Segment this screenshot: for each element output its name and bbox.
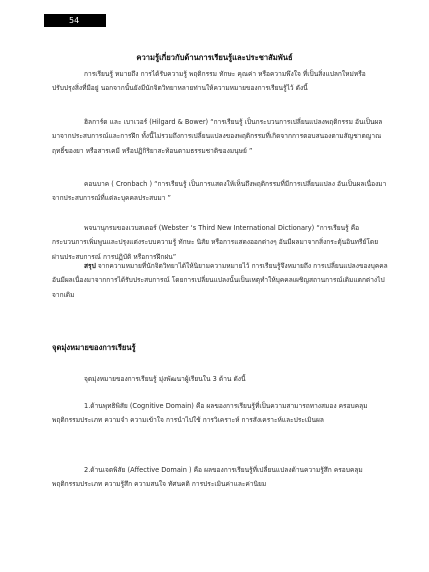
paragraph-definition: การเรียนรู้ หมายถึง การได้รับความรู้ พฤติกรรม ทักษะ คุณค่า หรือความพึงใจ ที่เป็นสิ่งแปลกใหม่หรือปรับปรุงสิ่งที่มีอยู่ นอกจากนั้นยังมีนักจิตวิทยาหลายท่านให้ความหมายของการเรียนรู้ไว้ ดังนี้	[52, 70, 366, 93]
section-title: จุดมุ่งหมายของการเรียนรู้	[52, 343, 136, 352]
paragraph-affective-domain: 2.ด้านเจตพิสัย (Affective Domain ) คือ ผลของการเรียนรู้ที่เปลี่ยนแปลงด้านความรู้สึก ครอบคลุมพฤติกรรมประเภท ความรู้สึก ความสนใจ ทัศนคติ การประเมินค่าและค่านิยม	[52, 466, 363, 489]
paragraph-hilgard-bower: ฮิลการ์ด และ เบาเวอร์ (Hilgard & Bower) “การเรียนรู้ เป็นกระบวนการเปลี่ยนแปลงพฤติกรรม อันเป็นผลมาจากประสบการณ์และการฝึก ทั้งนี้ไม่รวมถึงการเปลี่ยนแปลงของพฤติกรรมที่เกิดจากการตอบสนองตามสัญชาตญาณ ฤทธิ์ของยา หรือสารเคมี หรือปฏิกิริยาสะท้อนตามธรรมชาติของมนุษย์ ”	[52, 118, 383, 155]
page-number-badge: 54	[44, 14, 106, 27]
page-title: ความรู้เกี่ยวกับด้านการเรียนรู้และประชาสัมพันธ์	[136, 53, 293, 62]
paragraph-summary	[52, 259, 388, 302]
paragraph-objectives-intro: จุดมุ่งหมายของการเรียนรู้ มุ่งพัฒนาผู้เรียนใน 3 ด้าน ดังนี้	[84, 375, 246, 383]
paragraph-cronbach: คอนบาค ( Cronbach ) “การเรียนรู้ เป็นการแสดงให้เห็นถึงพฤติกรรมที่มีการเปลี่ยนแปลง อันเป็นผลเนื่องมาจากประสบการณ์ที่แต่ละบุคคลประสบมา ”	[52, 180, 387, 203]
paragraph-cognitive-domain: 1.ด้านพุทธิพิสัย (Cognitive Domain) คือ ผลของการเรียนรู้ที่เป็นความสามารถทางสมอง ครอบคลุมพฤติกรรมประเภท ความจำ ความเข้าใจ การนำไปใช้ การวิเคราะห์ การสังเคราะห์และประเมินผล	[52, 402, 368, 425]
summary-text: จากความหมายที่นักจิตวิทยาได้ให้นิยามความหมายไว้ การเรียนรู้จึงหมายถึง การเปลี่ยนแปลงของบุคคลอันมีผลเนื่องมาจากการได้รับประสบการณ์ โดยการเปลี่ยนแปลงนั้นเป็นเหตุทำให้บุคคลเผชิญสถานการณ์เดิมแตกต่างไปจากเดิม	[52, 262, 388, 299]
summary-lead-word: สรุป	[84, 262, 96, 270]
paragraph-webster: พจนานุกรมของเวบสเตอร์ (Webster ‘s Third New International Dictionary) “การเรียนรู้ คือ กระบวนการเพิ่มพูนและปรุงแต่งระบบความรู้ ทักษะ นิสัย หรือการแสดงออกต่างๆ อันมีผลมาจากสิ่งกระตุ้นอินทรีย์โดยผ่านประสบการณ์ การปฏิบัติ หรือการฝึกฝน”	[52, 224, 379, 261]
